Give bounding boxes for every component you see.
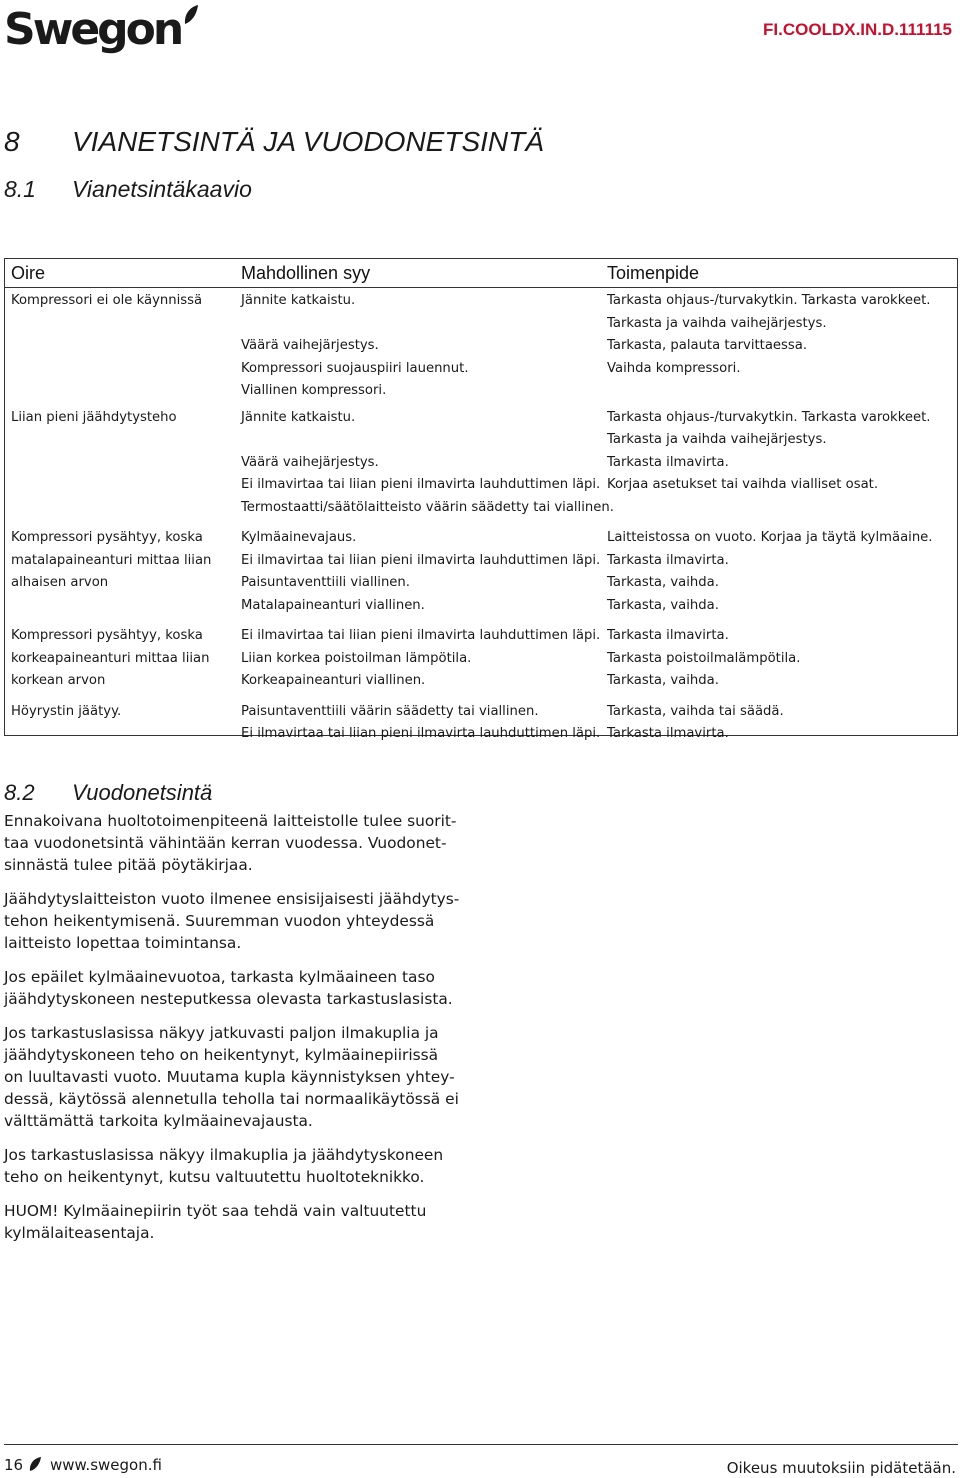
- column-header-cause: Mahdollinen syy: [241, 262, 371, 283]
- text-line: Jäähdytyslaitteiston vuoto ilmenee ensisijaisesti jäähdytys-: [4, 890, 460, 908]
- cell-line: Paisuntaventtiili väärin säädetty tai viallinen.: [241, 703, 539, 719]
- paragraph: [4, 888, 484, 954]
- cause-cell: [235, 527, 601, 617]
- cell-line: Tarkasta, vaihda tai säädä.: [607, 703, 784, 719]
- footer-leaf-icon: [28, 1456, 42, 1476]
- action-cell: [601, 290, 957, 403]
- cell-line: Liian pieni jäähdytysteho: [11, 409, 177, 425]
- cell-line: Tarkasta ohjaus-/turvakytkin. Tarkasta varokkeet.: [607, 409, 931, 425]
- cell-line: [11, 429, 235, 452]
- cell-line: Korjaa asetukset tai vaihda vialliset osat.: [607, 477, 879, 492]
- cell-line: Termostaatti/säätölaitteisto väärin säädetty tai viallinen.: [241, 499, 614, 515]
- action-cell: [601, 701, 957, 746]
- column-header-action: Toimenpide: [607, 262, 700, 283]
- document-code: FI.COOLDX.IN.D.111115: [763, 20, 952, 39]
- chapter-title: VIANETSINTÄ JA VUODONETSINTÄ: [72, 126, 544, 157]
- table-header: [5, 259, 957, 288]
- cell-line: Väärä vaihejärjestys.: [241, 338, 379, 353]
- cell-line: Kylmäainevajaus.: [241, 530, 357, 545]
- cause-cell: [235, 407, 614, 520]
- cell-line: [11, 474, 235, 497]
- cell-line: Ei ilmavirtaa tai liian pieni ilmavirta lauhduttimen läpi.: [241, 477, 601, 492]
- cell-line: Laitteistossa on vuoto. Korjaa ja täytä kylmäaine.: [607, 530, 933, 545]
- cell-line: Jännite katkaistu.: [241, 293, 356, 308]
- paragraph: [4, 1022, 484, 1132]
- cell-line: Jännite katkaistu.: [241, 409, 356, 425]
- paragraph: [4, 966, 484, 1010]
- cell-line: Tarkasta ilmavirta.: [607, 454, 729, 470]
- cell-line: Tarkasta ilmavirta.: [607, 726, 729, 741]
- text-line: Jos tarkastuslasissa näkyy jatkuvasti paljon ilmakuplia ja: [4, 1024, 439, 1042]
- cell-line: Tarkasta ilmavirta.: [607, 628, 729, 643]
- leaf-icon: [182, 4, 200, 26]
- cell-line: [11, 723, 235, 746]
- text-line: Ennakoivana huoltotoimenpiteenä laitteistolle tulee suorit-: [4, 812, 457, 830]
- cell-line: Ei ilmavirtaa tai liian pieni ilmavirta lauhduttimen läpi.: [241, 552, 601, 568]
- cell-line: Ei ilmavirtaa tai liian pieni ilmavirta lauhduttimen läpi.: [241, 628, 601, 643]
- cell-line: [241, 429, 601, 452]
- cell-line: korkeapaineanturi mittaa liian: [11, 650, 210, 666]
- cell-line: Tarkasta ja vaihda vaihejärjestys.: [607, 432, 827, 447]
- logo-wordmark: Swegon: [4, 4, 182, 55]
- leak-detection-heading: [4, 780, 212, 806]
- cell-line: Tarkasta ohjaus-/turvakytkin. Tarkasta varokkeet.: [607, 293, 931, 308]
- cause-cell: [235, 625, 601, 693]
- cell-line: Tarkasta, vaihda.: [607, 575, 719, 590]
- text-line: Jos epäilet kylmäainevuotoa, tarkasta kylmäaineen taso: [4, 968, 435, 986]
- text-line: dessä, käytössä alennetulla teholla tai normaalikäytössä ei: [4, 1090, 459, 1108]
- chapter-number: 8: [4, 126, 20, 157]
- cell-line: Kompressori pysähtyy, koska: [11, 530, 203, 545]
- cell-line: alhaisen arvon: [11, 575, 109, 590]
- symptom-cell: [5, 701, 235, 746]
- cell-line: [607, 380, 957, 403]
- swegon-logo: [4, 2, 204, 62]
- symptom-cell: [5, 625, 235, 693]
- text-line: välttämättä tarkoita kylmäainevajausta.: [4, 1112, 313, 1130]
- text-line: on luultavasti vuoto. Muutama kupla käynnistyksen yhtey-: [4, 1068, 455, 1086]
- cell-line: Liian korkea poistoilman lämpötila.: [241, 650, 472, 666]
- cell-line: Tarkasta, vaihda.: [607, 673, 719, 688]
- cell-line: Kompressori ei ole käynnissä: [11, 293, 203, 308]
- action-cell: [601, 407, 957, 520]
- cell-line: [11, 595, 235, 618]
- text-line: jäähdytyskoneen teho on heikentynyt, kylmäainepiirissä: [4, 1046, 439, 1064]
- cell-line: [11, 358, 235, 381]
- table-row: [5, 625, 957, 693]
- footer-divider: [4, 1444, 958, 1445]
- text-line: jäähdytyskoneen nesteputkessa olevasta tarkastuslasista.: [4, 990, 453, 1008]
- page-number: 16: [4, 1456, 24, 1474]
- cell-line: Korkeapaineanturi viallinen.: [241, 673, 426, 688]
- cause-cell: [235, 701, 601, 746]
- column-header-symptom: Oire: [11, 262, 46, 283]
- cell-line: Vaihda kompressori.: [607, 360, 741, 376]
- cell-line: Tarkasta poistoilmalämpötila.: [607, 650, 801, 666]
- cell-line: Tarkasta ilmavirta.: [607, 552, 729, 568]
- leak-section-title: Vuodonetsintä: [72, 780, 213, 805]
- cell-line: Viallinen kompressori.: [241, 383, 387, 398]
- section-title: Vianetsintäkaavio: [72, 176, 252, 202]
- action-cell: [601, 527, 957, 617]
- cell-line: Ei ilmavirtaa tai liian pieni ilmavirta lauhduttimen läpi.: [241, 726, 601, 741]
- paragraph: [4, 810, 484, 876]
- cell-line: Kompressori pysähtyy, koska: [11, 628, 203, 643]
- cell-line: [241, 313, 601, 336]
- text-line: Jos tarkastuslasissa näkyy ilmakuplia ja jäähdytyskoneen: [4, 1146, 444, 1164]
- section-heading: [4, 176, 252, 203]
- rights-notice: Oikeus muutoksiin pidätetään.: [726, 1459, 956, 1477]
- cell-line: [11, 380, 235, 403]
- paragraph: [4, 1144, 484, 1188]
- troubleshooting-table: [4, 258, 958, 741]
- action-cell: [601, 625, 957, 693]
- chapter-heading: [4, 126, 544, 158]
- table-row: [5, 527, 957, 617]
- text-line: tehon heikentymisenä. Suuremman vuodon yhteydessä: [4, 912, 435, 930]
- cell-line: Tarkasta ja vaihda vaihejärjestys.: [607, 315, 827, 331]
- text-line: laitteisto lopettaa toimintansa.: [4, 934, 242, 952]
- cell-line: Väärä vaihejärjestys.: [241, 454, 379, 470]
- text-line: teho on heikentynyt, kutsu valtuutettu huoltoteknikko.: [4, 1168, 425, 1186]
- website-link[interactable]: www.swegon.fi: [50, 1456, 162, 1474]
- cell-line: [11, 452, 235, 475]
- cell-line: korkean arvon: [11, 673, 106, 688]
- text-line: taa vuodonetsintä vähintään kerran vuodessa. Vuodonet-: [4, 834, 447, 852]
- cell-line: [11, 313, 235, 336]
- cell-line: Tarkasta, vaihda.: [607, 597, 719, 613]
- text-line: sinnästä tulee pitää pöytäkirjaa.: [4, 856, 253, 874]
- text-line: HUOM! Kylmäainepiirin työt saa tehdä vain valtuutettu: [4, 1202, 427, 1220]
- table-row: [5, 407, 957, 520]
- cell-line: Tarkasta, palauta tarvittaessa.: [607, 338, 808, 353]
- table-row: [5, 701, 957, 746]
- table-row: [5, 290, 957, 403]
- symptom-cell: [5, 407, 235, 520]
- leak-detection-text: [4, 810, 484, 1256]
- symptom-cell: [5, 527, 235, 617]
- cause-cell: [235, 290, 601, 403]
- cell-line: Kompressori suojauspiiri lauennut.: [241, 360, 469, 376]
- paragraph: [4, 1200, 484, 1244]
- cell-line: matalapaineanturi mittaa liian: [11, 552, 212, 568]
- cell-line: [11, 335, 235, 358]
- section-number: 8.1: [4, 176, 36, 202]
- cell-line: Höyrystin jäätyy.: [11, 703, 122, 719]
- cell-line: Paisuntaventtiili viallinen.: [241, 575, 410, 590]
- symptom-cell: [5, 290, 235, 403]
- cell-line: [607, 497, 957, 520]
- text-line: kylmälaiteasentaja.: [4, 1224, 155, 1242]
- cell-line: Matalapaineanturi viallinen.: [241, 597, 425, 613]
- cell-line: [11, 497, 235, 520]
- leak-section-number: 8.2: [4, 780, 35, 805]
